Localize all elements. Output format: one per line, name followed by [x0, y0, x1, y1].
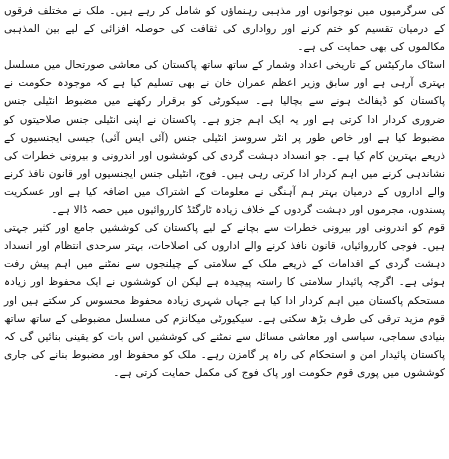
article-paragraph-1: کی سرگرمیوں میں نوجوانوں اور مذہبی رہنماؤں کو شامل کر رہے ہیں۔ ملک نے مختلف فرقوں کے درمیان تقسیم کو ختم کرنے اور رواداری کی ثقافت کی حوصلہ افزائی کے لیے بین المذہبی مکالموں کی بھی حمایت کی ہے۔ — [4, 5, 445, 54]
article-paragraph-2: اسٹاک مارکیٹس کے تاریخی اعداد وشمار کے ساتھ ساتھ پاکستان کی معاشی صورتحال میں مسلسل بہتری آرہی ہے اور سابق وزیر اعظم عمران خان نے بھی تسلیم کیا ہے کہ موجودہ حکومت نے پاکستان کو ڈیفالٹ ہونے سے بچالیا ہے۔ سیکورٹی کو برقرار رکھنے میں مضبوط انٹیلی جنس ضروری کردار ادا کرتی ہے اور یہ ایک اہم جزو ہے۔ پاکستان نے اپنی انٹیلی جنس صلاحیتوں کو مضبوط کیا ہے اور خاص طور پر انٹر سروسز انٹیلی جنس (آئی ایس آئی) جیسی ایجنسیوں کے ذریعے بہترین کام کیا ہے۔ جو انسداد دہشت گردی کی کوششوں اور اندرونی و بیرونی خطرات کی نشاندہی کرنے میں اہم کردار ادا کرتی رہی ہیں۔ فوج، انٹیلی جنس ایجنسیوں اور قانون نافذ کرنے والے اداروں کے درمیان بہتر ہم آہنگی نے معلومات کے اشتراک میں اضافہ کیا ہے اور عسکریت پسندوں، مجرموں اور دہشت گردوں کے خلاف زیادہ ٹارگٹڈ کارروائیوں میں حصہ ڈالا ہے۔ — [4, 59, 445, 217]
article-paragraph-3: قوم کو اندرونی اور بیرونی خطرات سے بچانے کے لیے پاکستان کی کوششیں جامع اور کثیر جہتی ہیں۔ فوجی کارروائیاں، قانون نافذ کرنے والے اداروں کی اصلاحات، بہتر سرحدی انتظام اور انسداد دہشت گردی کے اقدامات کے ذریعے ملک کے سلامتی کے چیلنجوں سے نمٹنے میں اہم پیش رفت ہوئی ہے۔ اگرچہ پائیدار سلامتی کا راستہ پیچیدہ ہے لیکن ان کوششوں نے ایک محفوظ اور زیادہ مستحکم پاکستان میں اہم کردار ادا کیا ہے جہاں شہری زیادہ محفوظ محسوس کر سکتے ہیں اور قوم مزید ترقی کی طرف بڑھ سکتی ہے۔ سیکیورٹی میکانزم کی مسلسل مضبوطی کے ساتھ ساتھ بنیادی سماجی، سیاسی اور معاشی مسائل سے نمٹنے کی کوششیں اس بات کو یقینی بنائیں گی کہ پاکستان پائیدار امن و استحکام کی راہ پر گامزن رہے۔ ملک کو محفوظ اور مضبوط بنانے کی جاری کوششوں میں پوری قوم حکومت اور پاک فوج کی مکمل حمایت کرتی ہے۔ — [4, 222, 445, 379]
